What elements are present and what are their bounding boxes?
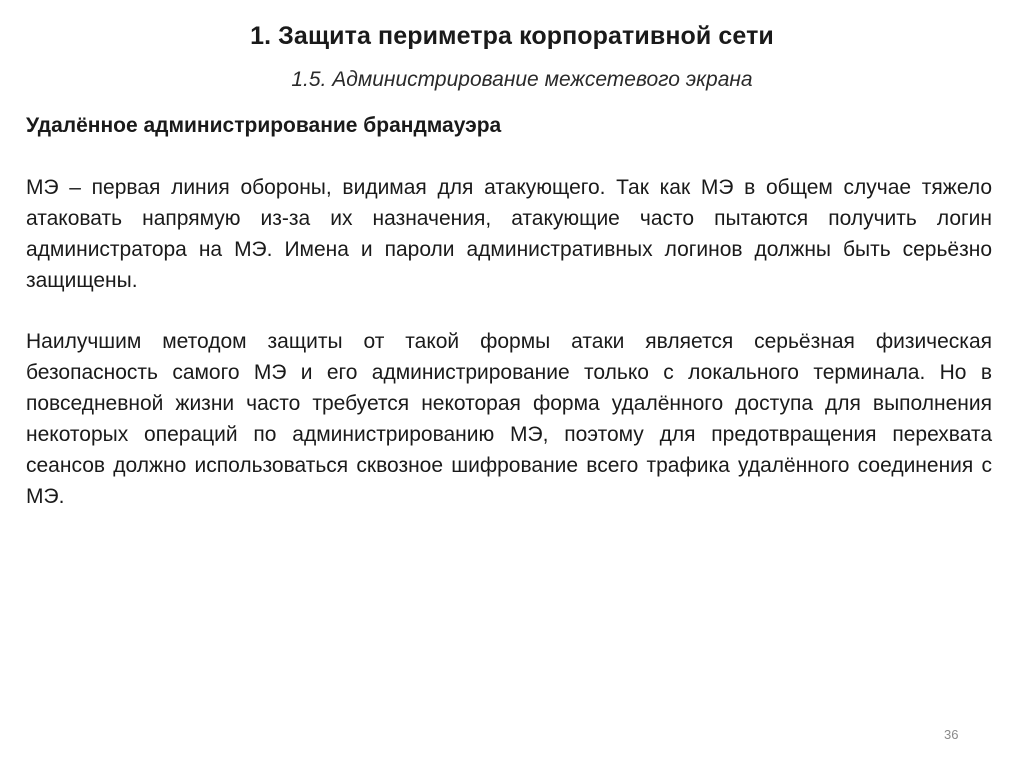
page-number: 36 [944,727,959,742]
slide-title: 1. Защита периметра корпоративной сети [250,22,774,50]
body-paragraph-2: Наилучшим методом защиты от такой формы атаки является серьёзная физическая безопасность самого МЭ и его администрирование только с локального терминала. Но в повседневной жизни часто требуется некоторая форма удалённого доступа для выполнения некоторых операций по администрированию МЭ, поэтому для предотвращения перехвата сеансов должно использоваться сквозное шифрование всего трафика удалённого соединения с МЭ. [26,330,992,508]
section-heading: Удалённое администрирование брандмауэра [26,114,502,137]
slide-subtitle: 1.5. Администрирование межсетевого экрана [291,68,753,91]
body-paragraph-1: МЭ – первая линия обороны, видимая для атакующего. Так как МЭ в общем случае тяжело атаковать напрямую из-за их назначения, атакующие часто пытаются получить логин администратора на МЭ. Имена и пароли административных логинов должны быть серьёзно защищены. [26,176,992,292]
